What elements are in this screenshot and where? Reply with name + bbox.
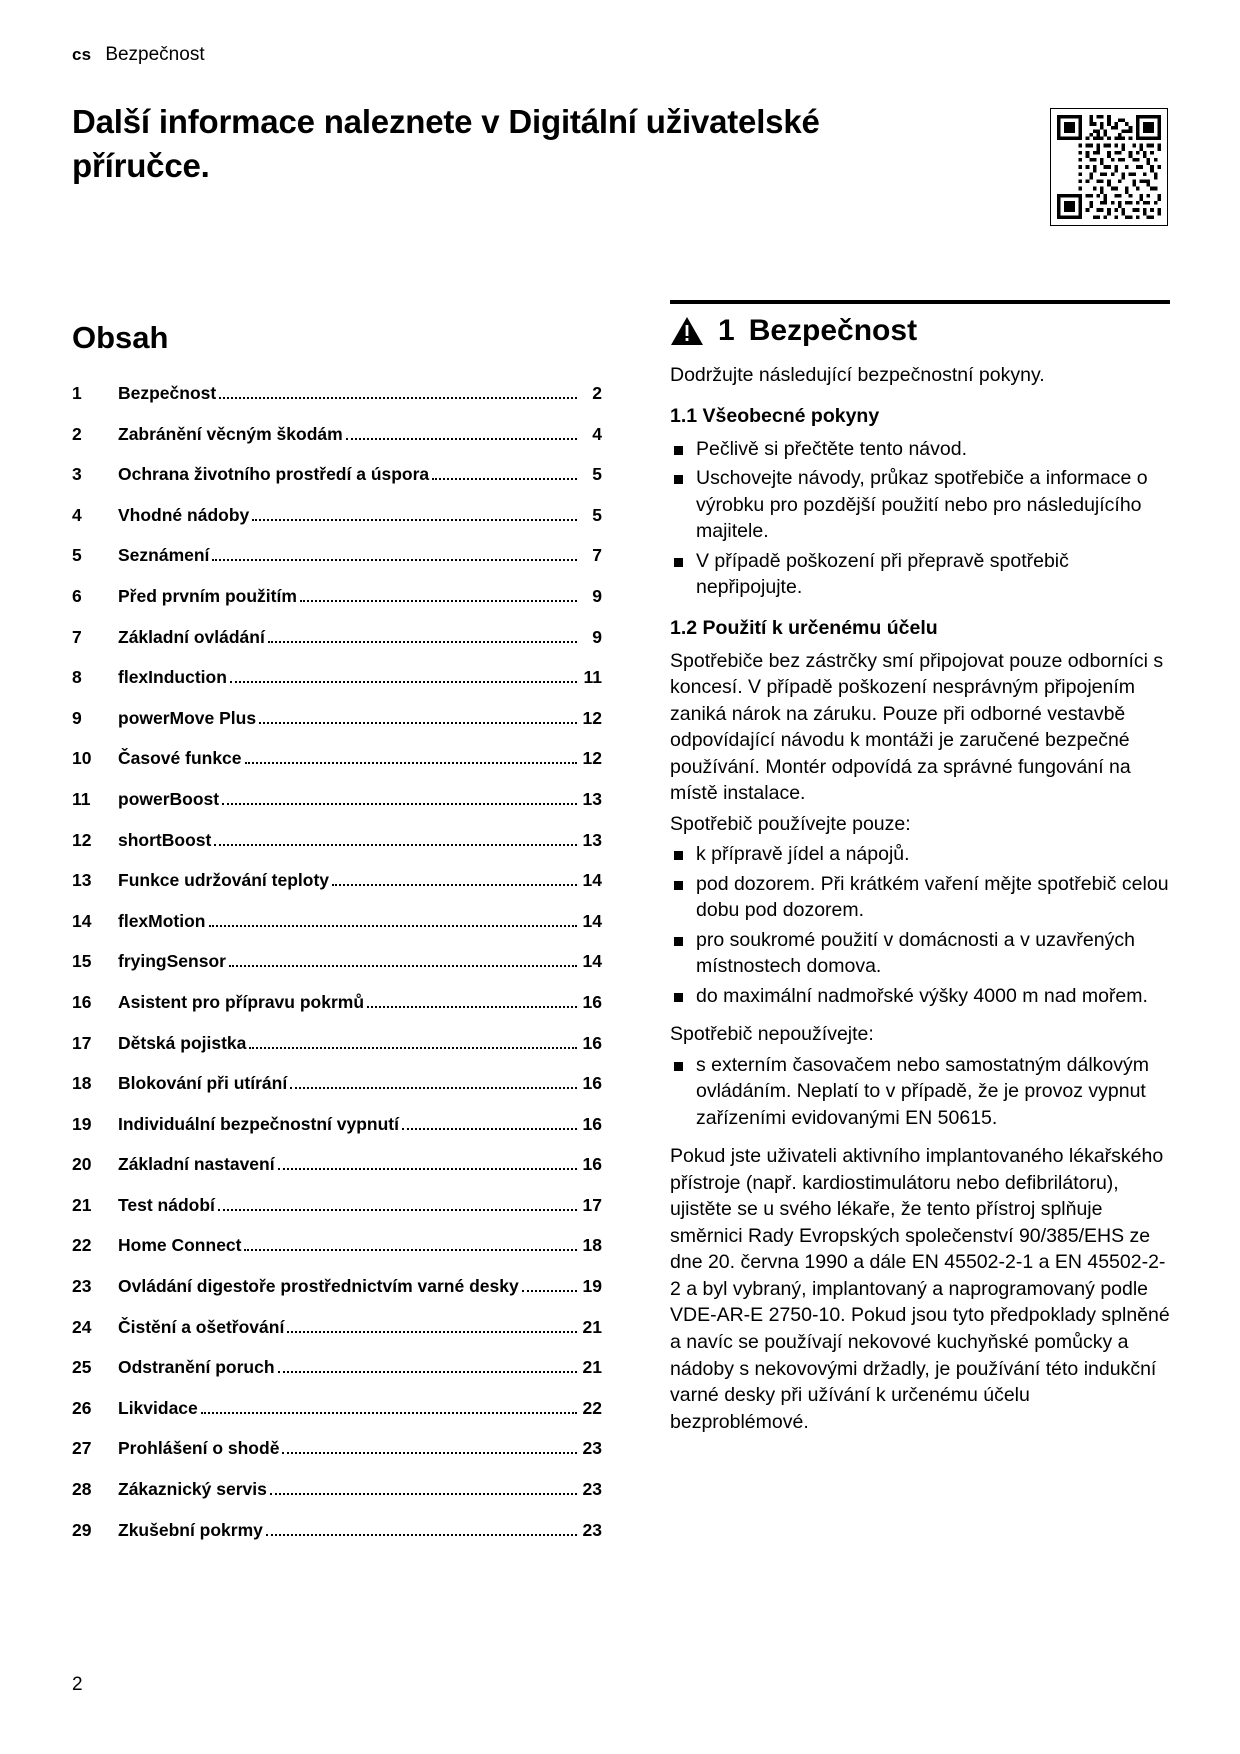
toc-entry[interactable] bbox=[72, 869, 602, 892]
toc-leader-dots bbox=[222, 803, 577, 805]
toc-entry[interactable] bbox=[72, 910, 602, 933]
toc-entry-label: Ochrana životního prostředí a úspora bbox=[118, 464, 430, 485]
toc-entry-label: Home Connect bbox=[118, 1235, 242, 1256]
toc-heading: Obsah bbox=[72, 320, 169, 355]
toc-leader-dots bbox=[290, 1087, 577, 1089]
toc-entry-page: 19 bbox=[582, 1276, 602, 1297]
toc-entry-page: 17 bbox=[582, 1194, 602, 1215]
list-item: pod dozorem. Při krátkém vaření mějte spotřebič celou dobu pod dozorem. bbox=[670, 871, 1170, 924]
toc-leader-dots bbox=[367, 1006, 577, 1008]
toc-entry-page: 23 bbox=[582, 1479, 602, 1500]
toc-entry-label: Prohlášení o shodě bbox=[118, 1438, 280, 1459]
toc-entry-number: 10 bbox=[72, 748, 92, 769]
toc-entry-label: Základní nastavení bbox=[118, 1154, 275, 1175]
toc-entry-number: 22 bbox=[72, 1235, 92, 1256]
running-chapter-title: Bezpečnost bbox=[105, 44, 205, 65]
toc-entry-page: 16 bbox=[582, 1154, 602, 1175]
toc-entry-page: 5 bbox=[592, 504, 602, 525]
toc-leader-dots bbox=[278, 1168, 577, 1170]
toc-entry-number: 7 bbox=[72, 626, 82, 647]
toc-entry-label: Zákaznický servis bbox=[118, 1479, 267, 1500]
toc-entry-number: 23 bbox=[72, 1276, 92, 1297]
toc-entry-number: 17 bbox=[72, 1032, 92, 1053]
toc-entry-label: Likvidace bbox=[118, 1397, 198, 1418]
toc-entry-page: 9 bbox=[592, 585, 602, 606]
toc-entry-page: 16 bbox=[582, 1032, 602, 1053]
list-item: k přípravě jídel a nápojů. bbox=[670, 841, 1170, 868]
toc-entry-number: 24 bbox=[72, 1316, 92, 1337]
toc-entry-page: 16 bbox=[582, 1113, 602, 1134]
toc-leader-dots bbox=[218, 1209, 577, 1211]
toc-entry[interactable] bbox=[72, 1316, 602, 1339]
toc-leader-dots bbox=[219, 397, 577, 399]
toc-leader-dots bbox=[252, 519, 577, 521]
toc-entry-number: 5 bbox=[72, 545, 82, 566]
toc-leader-dots bbox=[300, 600, 577, 602]
toc-entry-number: 2 bbox=[72, 423, 82, 444]
toc-leader-dots bbox=[266, 1534, 577, 1536]
toc-entry-page: 14 bbox=[582, 910, 602, 931]
toc-leader-dots bbox=[209, 925, 578, 927]
toc-leader-dots bbox=[214, 844, 577, 846]
toc-entry[interactable] bbox=[72, 585, 602, 608]
toc-entry-number: 14 bbox=[72, 910, 92, 931]
chapter-heading bbox=[670, 314, 1170, 348]
toc-entry-label: Zkušební pokrmy bbox=[118, 1519, 263, 1540]
chapter-title: Bezpečnost bbox=[748, 314, 918, 347]
toc-leader-dots bbox=[287, 1331, 577, 1333]
toc-entry-label: Individuální bezpečnostní vypnutí bbox=[118, 1113, 399, 1134]
toc-entry[interactable] bbox=[72, 1437, 602, 1460]
toc-entry[interactable] bbox=[72, 991, 602, 1014]
toc-entry-number: 12 bbox=[72, 829, 92, 850]
title-block bbox=[72, 100, 952, 188]
toc-entry-page: 13 bbox=[582, 829, 602, 850]
toc-entry-label: flexMotion bbox=[118, 910, 206, 931]
no-use-lead-in: Spotřebič nepoužívejte: bbox=[670, 1023, 874, 1046]
warning-triangle-icon bbox=[670, 316, 704, 346]
toc-entry-number: 27 bbox=[72, 1438, 92, 1459]
toc-entry-label: Časové funkce bbox=[118, 748, 242, 769]
toc-entry-page: 2 bbox=[592, 383, 602, 403]
section-heading-1-2: 1.2 Použití k určenému účelu bbox=[670, 616, 938, 639]
toc-entry-number: 3 bbox=[72, 464, 82, 485]
toc-leader-dots bbox=[201, 1412, 577, 1414]
list-item: do maximální nadmořské výšky 4000 m nad mořem. bbox=[670, 983, 1170, 1010]
toc-entry-page: 14 bbox=[582, 870, 602, 891]
toc-entry[interactable] bbox=[72, 829, 602, 852]
toc-entry-page: 14 bbox=[582, 951, 602, 972]
toc-leader-dots bbox=[249, 1047, 577, 1049]
toc-entry-page: 22 bbox=[582, 1397, 602, 1418]
intended-use-paragraph: Spotřebiče bez zástrčky smí připojovat pouze odborníci s koncesí. V případě poškození nesprávným připojením zaniká nárok na záruku. Pouze při odborné vestavbě odpovídající návodu k montáži je zaručené bezpečné používání. Montér odpovídá za správné fungování na místě instalace. bbox=[670, 649, 1164, 805]
toc-entry[interactable] bbox=[72, 747, 602, 770]
toc-entry[interactable] bbox=[72, 1519, 602, 1542]
toc-entry-page: 5 bbox=[592, 464, 602, 485]
section-heading-1-1: 1.1 Všeobecné pokyny bbox=[670, 404, 880, 427]
toc-entry[interactable] bbox=[72, 1234, 602, 1257]
toc-entry-number: 9 bbox=[72, 707, 82, 728]
toc-entry-number: 16 bbox=[72, 991, 92, 1012]
list-item: Pečlivě si přečtěte tento návod. bbox=[670, 436, 1170, 463]
toc-leader-dots bbox=[268, 641, 577, 643]
toc-leader-dots bbox=[270, 1493, 577, 1495]
toc-entry-number: 28 bbox=[72, 1479, 92, 1500]
language-code: cs bbox=[72, 45, 92, 64]
toc-entry-number: 1 bbox=[72, 383, 82, 403]
implant-warning-paragraph: Pokud jste uživateli aktivního implantovaného lékařského přístroje (např. kardiostimulátoru nebo defibrilátoru), ujistěte se u svého lékaře, že tento přístroj splňuje směrnici Rady Evropských společenství 90/385/EHS ze dne 20. června 1990 a dále EN 45502-2-1 a EN 45502-2-2 a byl vybraný, implantovaný a naprogramovaný podle VDE-AR-E 2750-10. Pokud jsou tyto předpoklady splněné a navíc se používají nekovové kuchyňské pomůcky a nádoby s nekovovými držadly, je používání této indukční varné desky při užívání k určenému účelu bezproblémové. bbox=[670, 1145, 1170, 1433]
toc-entry-page: 7 bbox=[592, 545, 602, 566]
toc-entry-label: Zabránění věcným škodám bbox=[118, 423, 343, 444]
list-item: Uschovejte návody, průkaz spotřebiče a informace o výrobku pro pozdější použití nebo pro následujícího majitele. bbox=[670, 465, 1170, 545]
toc-list bbox=[72, 382, 602, 1542]
intended-use-list bbox=[670, 841, 1170, 1009]
toc-entry-label: Dětská pojistka bbox=[118, 1032, 247, 1053]
toc-entry-label: Bezpečnost bbox=[118, 383, 217, 403]
toc-entry-number: 20 bbox=[72, 1154, 92, 1175]
toc-entry[interactable] bbox=[72, 1397, 602, 1420]
toc-entry-number: 29 bbox=[72, 1519, 92, 1540]
toc-entry-number: 13 bbox=[72, 870, 92, 891]
toc-entry[interactable] bbox=[72, 707, 602, 730]
toc-leader-dots bbox=[402, 1128, 577, 1130]
toc-leader-dots bbox=[244, 1249, 577, 1251]
toc-leader-dots bbox=[278, 1371, 577, 1373]
toc-entry-number: 6 bbox=[72, 585, 82, 606]
list-item: V případě poškození při přepravě spotřebič nepřipojujte. bbox=[670, 548, 1170, 601]
table-of-contents bbox=[72, 320, 602, 1559]
toc-leader-dots bbox=[522, 1290, 577, 1292]
toc-entry[interactable] bbox=[72, 423, 602, 446]
toc-leader-dots bbox=[229, 965, 577, 967]
toc-entry-number: 4 bbox=[72, 504, 82, 525]
toc-entry-label: powerBoost bbox=[118, 788, 220, 809]
list-item: s externím časovačem nebo samostatným dálkovým ovládáním. Neplatí to v případě, že je provoz vypnut zařízeními evidovanými EN 50615. bbox=[670, 1052, 1170, 1132]
toc-leader-dots bbox=[230, 681, 577, 683]
toc-leader-dots bbox=[332, 884, 577, 886]
qr-code-icon bbox=[1057, 115, 1161, 219]
toc-entry-label: flexInduction bbox=[118, 667, 227, 688]
toc-leader-dots bbox=[212, 559, 577, 561]
toc-entry-number: 19 bbox=[72, 1113, 92, 1134]
toc-entry[interactable] bbox=[72, 626, 602, 649]
toc-entry-label: Základní ovládání bbox=[118, 626, 265, 647]
toc-entry-label: fryingSensor bbox=[118, 951, 226, 972]
toc-entry-number: 26 bbox=[72, 1397, 92, 1418]
toc-entry-page: 18 bbox=[582, 1235, 602, 1256]
list-item: pro soukromé použití v domácnosti a v uzavřených místnostech domova. bbox=[670, 927, 1170, 980]
toc-entry-number: 15 bbox=[72, 951, 92, 972]
toc-entry[interactable] bbox=[72, 463, 602, 486]
toc-entry[interactable] bbox=[72, 666, 602, 689]
toc-entry[interactable] bbox=[72, 504, 602, 527]
toc-leader-dots bbox=[245, 762, 577, 764]
qr-code bbox=[1050, 108, 1168, 226]
toc-entry-page: 4 bbox=[592, 423, 602, 444]
toc-entry-page: 12 bbox=[582, 707, 602, 728]
toc-entry-label: powerMove Plus bbox=[118, 707, 257, 728]
chapter-section bbox=[670, 300, 1170, 1447]
toc-entry-page: 23 bbox=[582, 1519, 602, 1540]
toc-entry-label: Čistění a ošetřování bbox=[118, 1316, 285, 1337]
chapter-number: 1 bbox=[718, 314, 735, 347]
toc-entry-label: Odstranění poruch bbox=[118, 1357, 275, 1378]
toc-entry[interactable] bbox=[72, 1032, 602, 1055]
toc-entry-page: 23 bbox=[582, 1438, 602, 1459]
page-title: Další informace naleznete v Digitální uživatelské příručce. bbox=[72, 103, 820, 184]
toc-entry[interactable] bbox=[72, 1194, 602, 1217]
toc-leader-dots bbox=[282, 1452, 577, 1454]
general-instructions-list bbox=[670, 436, 1170, 601]
toc-entry[interactable] bbox=[72, 544, 602, 567]
toc-entry[interactable] bbox=[72, 1072, 602, 1095]
toc-entry-label: Seznámení bbox=[118, 545, 210, 566]
toc-entry-page: 11 bbox=[583, 667, 602, 688]
toc-leader-dots bbox=[259, 722, 577, 724]
toc-entry-label: Vhodné nádoby bbox=[118, 504, 250, 525]
toc-entry-label: Test nádobí bbox=[118, 1194, 215, 1215]
toc-entry[interactable] bbox=[72, 788, 602, 811]
prohibited-use-list bbox=[670, 1052, 1170, 1132]
toc-entry-number: 18 bbox=[72, 1073, 92, 1094]
toc-entry[interactable] bbox=[72, 1153, 602, 1176]
toc-entry[interactable] bbox=[72, 950, 602, 973]
toc-entry-label: Blokování při utírání bbox=[118, 1073, 288, 1094]
toc-entry-page: 9 bbox=[592, 626, 602, 647]
toc-entry-label: Před prvním použitím bbox=[118, 585, 297, 606]
chapter-intro: Dodržujte následující bezpečnostní pokyny. bbox=[670, 364, 1045, 386]
toc-entry-page: 16 bbox=[582, 991, 602, 1012]
toc-entry[interactable] bbox=[72, 1275, 602, 1298]
toc-entry-page: 16 bbox=[582, 1073, 602, 1094]
toc-entry-label: Funkce udržování teploty bbox=[118, 870, 329, 891]
toc-entry-page: 12 bbox=[582, 748, 602, 769]
toc-entry-label: Ovládání digestoře prostřednictvím varné desky bbox=[118, 1276, 519, 1297]
toc-entry-page: 13 bbox=[582, 788, 602, 809]
toc-entry[interactable] bbox=[72, 1356, 602, 1379]
use-lead-in: Spotřebič používejte pouze: bbox=[670, 812, 911, 835]
page-number: 2 bbox=[72, 1674, 83, 1695]
toc-entry-label: Asistent pro přípravu pokrmů bbox=[118, 991, 365, 1012]
toc-entry[interactable] bbox=[72, 1113, 602, 1136]
running-header bbox=[72, 44, 205, 66]
toc-leader-dots bbox=[432, 478, 577, 480]
toc-entry[interactable] bbox=[72, 1478, 602, 1501]
toc-leader-dots bbox=[346, 438, 577, 440]
toc-entry-number: 25 bbox=[72, 1357, 92, 1378]
toc-entry-number: 21 bbox=[72, 1194, 92, 1215]
toc-entry-label: shortBoost bbox=[118, 829, 212, 850]
toc-entry-number: 8 bbox=[72, 667, 82, 688]
chapter-rule bbox=[670, 300, 1170, 304]
toc-entry-page: 21 bbox=[582, 1316, 602, 1337]
toc-entry[interactable] bbox=[72, 382, 602, 405]
toc-entry-page: 21 bbox=[582, 1357, 602, 1378]
toc-entry-number: 11 bbox=[72, 788, 91, 809]
